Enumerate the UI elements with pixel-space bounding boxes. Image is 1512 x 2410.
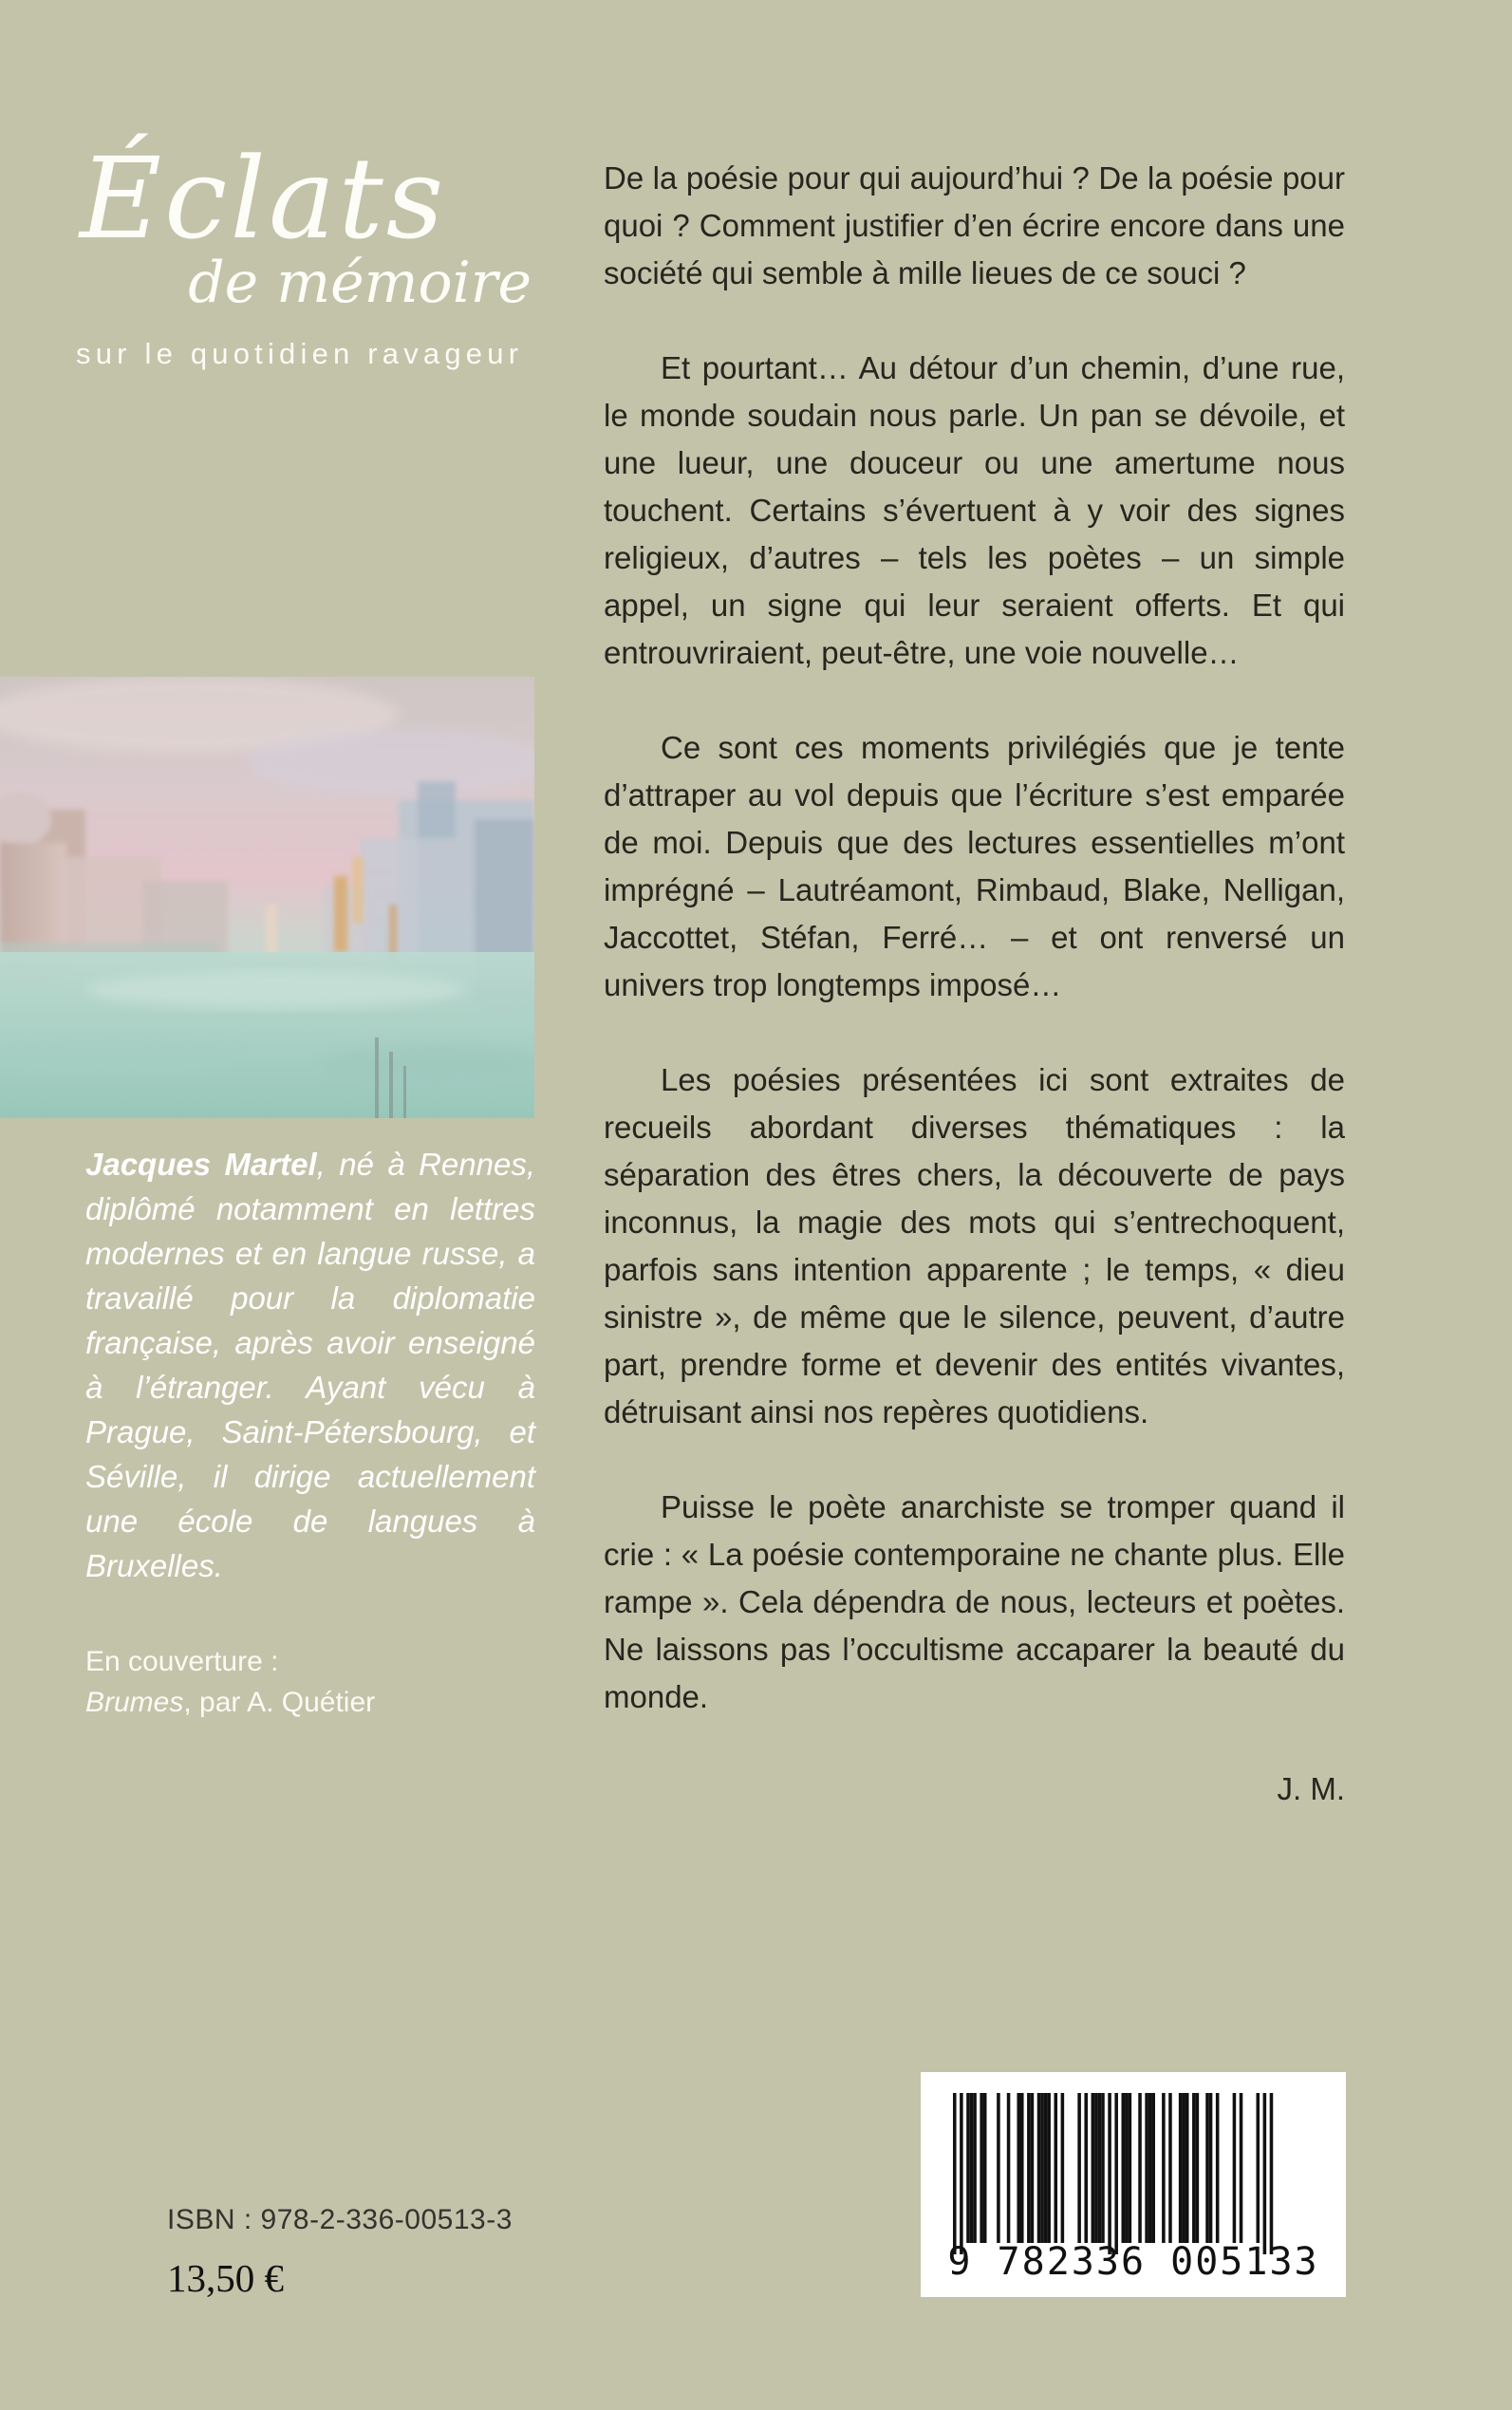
barcode-bar: [1263, 2093, 1267, 2254]
barcode-bar: [1084, 2093, 1088, 2243]
barcode-bar: [1098, 2093, 1102, 2243]
barcode-bar: [1007, 2093, 1011, 2243]
barcode-bar: [1061, 2093, 1065, 2243]
barcode-bar: [1216, 2093, 1220, 2243]
cover-credit-line: [85, 1682, 535, 1723]
barcode-bar: [1145, 2093, 1148, 2243]
barcode-bar: [960, 2093, 963, 2254]
barcode-bar: [1094, 2093, 1098, 2243]
barcode-bar: [980, 2093, 983, 2243]
barcode-bar: [1037, 2093, 1041, 2243]
painting-illustration: [0, 677, 534, 1118]
barcode-bar: [1182, 2093, 1185, 2243]
barcode-bar: [1031, 2093, 1035, 2243]
barcode-bar: [1179, 2093, 1183, 2243]
barcode-digits: 9 782336 005133: [947, 2240, 1319, 2284]
barcode-bar: [1114, 2093, 1118, 2254]
cover-credit-artist: , par A. Quétier: [183, 1687, 376, 1718]
barcode-bar: [953, 2093, 957, 2254]
barcode-bar: [1148, 2093, 1152, 2243]
barcode-bar: [1240, 2093, 1243, 2243]
author-bio: [85, 1142, 535, 1588]
book-subtitle: de mémoire: [188, 250, 532, 316]
barcode-bar: [1020, 2093, 1024, 2243]
paragraph-1: De la poésie pour qui aujourd’hui ? De la poésie pour quoi ? Comment justifier d’en écrire encore dans une société qui semble à mille lieues de ce souci ?: [604, 160, 1345, 290]
cover-credit-label: En couverture :: [85, 1646, 279, 1677]
barcode-bar: [1209, 2093, 1213, 2243]
barcode-bar: [1168, 2093, 1172, 2243]
cover-credit: [85, 1641, 535, 1723]
barcode-bar: [1192, 2093, 1196, 2243]
barcode-bar: [1122, 2093, 1126, 2243]
signature: J. M.: [1277, 1771, 1345, 1806]
paragraph-4: Les poésies présentées ici sont extraites de recueils abordant diverses thématiques : la séparation des êtres chers, la découverte de pays inconnus, la magie des mots qui s’entrechoquent, parfois sans intention apparente ; le temps, « dieu sinistre », de même que le silence, peuvent, d’autre part, prendre forme et devenir des entités vivantes, détruisant ainsi nos repères quotidiens.: [604, 1062, 1345, 1429]
barcode-icon: [921, 2072, 1346, 2297]
barcode-bar: [1257, 2093, 1260, 2243]
barcode-bar: [1185, 2093, 1189, 2243]
barcode-bar: [970, 2093, 974, 2243]
barcode-bar: [1196, 2093, 1200, 2243]
barcode-bar: [1205, 2093, 1209, 2243]
barcode-bar: [1044, 2093, 1048, 2243]
barcode-bar: [1162, 2093, 1166, 2243]
barcode-bar: [1129, 2093, 1132, 2243]
barcode-bar: [1040, 2093, 1044, 2243]
barcode-bar: [1108, 2093, 1111, 2254]
barcode-bar: [1047, 2093, 1051, 2243]
paragraph-2: Et pourtant… Au détour d’un chemin, d’une rue, le monde soudain nous parle. Un pan se dévoile, et une lueur, une douceur ou une amertume nous touchent. Certains s’évertuent à y voir des signes religieux, d’autres – tels les poètes – un simple appel, un signe qui leur seraient offerts. Et qui entrouvriraient, peut-être, une voie nouvelle…: [604, 350, 1345, 670]
painting-image: [0, 677, 534, 1118]
barcode-bar: [1125, 2093, 1129, 2243]
barcode-bar: [1055, 2093, 1058, 2243]
barcode-bar: [1077, 2093, 1081, 2243]
barcode-bar: [983, 2093, 987, 2243]
barcode-bar: [1092, 2093, 1095, 2243]
barcode-bar: [997, 2093, 1000, 2243]
barcode-bar: [973, 2093, 977, 2243]
author-bio-text: , né à Rennes, diplômé notamment en lettres modernes et en langue russe, a travaillé pour la diplomatie française, après avoir enseigné à l’étranger. Ayant vécu à Prague, Saint-Pétersbourg, et Séville, il dirige actuellement une école de langues à Bruxelles.: [85, 1147, 535, 1583]
book-tagline: sur le quotidien ravageur: [76, 337, 524, 370]
barcode-bar: [1233, 2093, 1237, 2243]
back-cover-text: [604, 155, 1345, 1768]
barcode-bar: [1270, 2093, 1274, 2254]
barcode-bar: [966, 2093, 970, 2243]
barcode-bar: [1101, 2093, 1105, 2243]
barcode-bar: [1027, 2093, 1031, 2243]
barcode-bar: [1138, 2093, 1142, 2243]
price: 13,50 €: [167, 2256, 284, 2300]
cover-credit-work: Brumes: [85, 1687, 184, 1718]
isbn: ISBN : 978-2-336-00513-3: [167, 2204, 513, 2235]
paragraph-5: Puisse le poète anarchiste se tromper quand il crie : « La poésie contemporaine ne chante plus. Elle rampe ». Cela dépendra de nous, lecteurs et poètes. Ne laissons pas l’occultisme accaparer la beauté du monde.: [604, 1489, 1345, 1714]
barcode-bar: [1151, 2093, 1155, 2243]
book-title: Éclats: [80, 133, 447, 264]
paragraph-3: Ce sont ces moments privilégiés que je tente d’attraper au vol depuis que l’écriture s’est emparée de moi. Depuis que des lectures essentielles m’ont imprégné – Lautréamont, Rimbaud, Blake, Nelligan, Jaccottet, Stéfan, Ferré… – et ont renversé un univers trop longtemps imposé…: [604, 730, 1345, 1002]
barcode-bar: [1017, 2093, 1020, 2243]
author-name: Jacques Martel: [85, 1147, 317, 1182]
